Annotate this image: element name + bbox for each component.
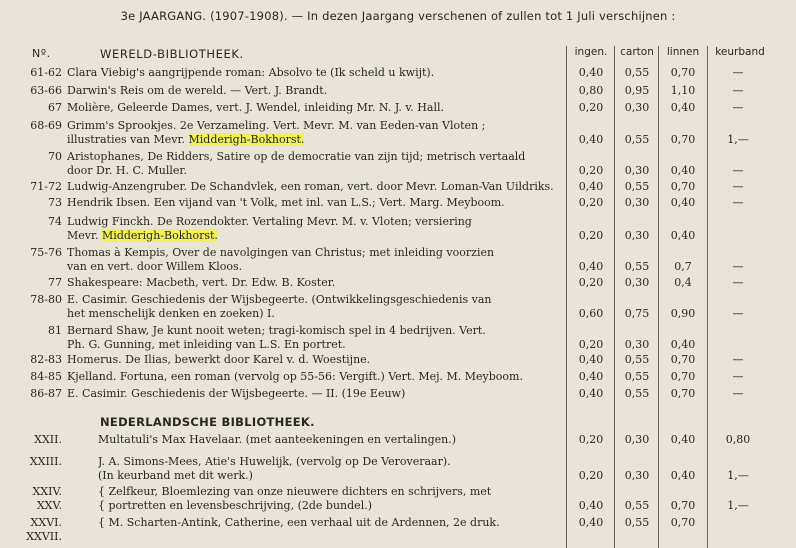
price-ingen: 0,40 <box>578 499 604 512</box>
price-ingen: 0,20 <box>578 276 604 289</box>
price-ingen: 0,20 <box>578 229 604 242</box>
section-title-wereld: WERELD-BIBLIOTHEEK. <box>100 47 244 61</box>
entry-number: 70 <box>48 150 62 163</box>
price-linnen: 0,70 <box>670 180 696 193</box>
entry-text: E. Casimir. Geschiedenis der Wijsbegeerte. — II. (19e Eeuw) <box>67 387 406 400</box>
price-ingen: 0,20 <box>578 469 604 482</box>
price-carton: 0,55 <box>624 66 650 79</box>
price-keurband: 1,— <box>727 469 749 482</box>
entry-text: Multatuli's Max Havelaar. (met aanteekeningen en vertalingen.) <box>98 433 457 446</box>
price-linnen: 0,70 <box>670 499 696 512</box>
entry-text: Grimm's Sprookjes. 2e Verzameling. Vert. Mevr. M. van Eeden-van Vloten ; <box>67 119 486 132</box>
entry-text: Mevr. Midderigh-Bokhorst. <box>67 229 218 242</box>
price-keurband: — <box>732 180 744 193</box>
entry-number: 75-76 <box>30 246 62 259</box>
price-carton: 0,95 <box>624 84 650 97</box>
entry-number: XXII. <box>34 433 62 446</box>
entry-text: het menschelijk denken en zoeken) I. <box>67 307 275 320</box>
entry-text: Ludwig-Anzengruber. De Schandvlek, een roman, vert. door Mevr. Loman-Van Uildriks. <box>67 180 554 193</box>
entry-text: Kjelland. Fortuna, een roman (vervolg op 55-56: Vergift.) Vert. Mej. M. Meyboom. <box>67 370 523 383</box>
entry-number: XXVII. <box>26 530 62 543</box>
entry-text: Bernard Shaw, Je kunt nooit weten; tragi-komisch spel in 4 bedrijven. Vert. <box>67 324 486 337</box>
price-carton: 0,55 <box>624 499 650 512</box>
price-carton: 0,30 <box>624 433 650 446</box>
number-column-label: Nº. <box>32 47 51 60</box>
price-ingen: 0,20 <box>578 338 604 351</box>
entry-number: 61-62 <box>30 66 62 79</box>
price-carton: 0,55 <box>624 353 650 366</box>
price-keurband: — <box>732 276 744 289</box>
entry-text: Aristophanes, De Ridders, Satire op de democratie van zijn tijd; metrisch vertaald <box>67 150 526 163</box>
entry-number: 73 <box>48 196 62 209</box>
entry-text: { M. Scharten-Antink, Catherine, een verhaal uit de Ardennen, 2e druk. <box>98 516 500 529</box>
entry-text: { portretten en levensbeschrijving, (2de bundel.) <box>98 499 372 512</box>
column-divider <box>566 46 567 548</box>
entry-number: 74 <box>48 215 62 228</box>
column-header-ingen: ingen. <box>574 46 608 58</box>
price-keurband: — <box>732 164 744 177</box>
price-carton: 0,55 <box>624 516 650 529</box>
price-linnen: 0,70 <box>670 516 696 529</box>
price-linnen: 0,40 <box>670 164 696 177</box>
entry-text: Ludwig Finckh. De Rozendokter. Vertaling Mevr. M. v. Vloten; versiering <box>67 215 472 228</box>
entry-text: Hendrik Ibsen. Een vijand van 't Volk, met inl. van L.S.; Vert. Marg. Meyboom. <box>67 196 505 209</box>
price-linnen: 0,40 <box>670 433 696 446</box>
price-keurband: — <box>732 353 744 366</box>
price-keurband: — <box>732 260 744 273</box>
entry-text: E. Casimir. Geschiedenis der Wijsbegeerte. (Ontwikkelingsgeschiedenis van <box>67 293 492 306</box>
price-ingen: 0,20 <box>578 164 604 177</box>
price-carton: 0,30 <box>624 196 650 209</box>
entry-number: 68-69 <box>30 119 62 132</box>
price-carton: 0,30 <box>624 229 650 242</box>
price-ingen: 0,20 <box>578 196 604 209</box>
entry-text: J. A. Simons-Mees, Atie's Huwelijk, (vervolg op De Veroveraar). <box>98 455 451 468</box>
price-keurband: 1,— <box>727 133 749 146</box>
price-ingen: 0,60 <box>578 307 604 320</box>
price-keurband: — <box>732 196 744 209</box>
price-ingen: 0,20 <box>578 101 604 114</box>
price-carton: 0,30 <box>624 101 650 114</box>
price-keurband: — <box>732 370 744 383</box>
price-keurband: — <box>732 387 744 400</box>
entry-number: 78-80 <box>30 293 62 306</box>
entry-text: (In keurband met dit werk.) <box>98 469 253 482</box>
entry-text: Clara Viebig's aangrijpende roman: Absolvo te (Ik scheld u kwijt). <box>67 66 435 79</box>
price-ingen: 0,40 <box>578 260 604 273</box>
price-carton: 0,75 <box>624 307 650 320</box>
price-keurband: 1,— <box>727 499 749 512</box>
column-header-linnen: linnen <box>666 46 700 58</box>
price-ingen: 0,80 <box>578 84 604 97</box>
price-linnen: 0,4 <box>674 276 692 289</box>
price-linnen: 0,70 <box>670 133 696 146</box>
entry-text: van en vert. door Willem Kloos. <box>67 260 243 273</box>
column-header-carton: carton <box>620 46 654 58</box>
entry-text: Thomas à Kempis, Over de navolgingen van Christus; met inleiding voorzien <box>67 246 495 259</box>
entry-number: XXIV. <box>32 485 62 498</box>
price-ingen: 0,40 <box>578 353 604 366</box>
price-carton: 0,55 <box>624 370 650 383</box>
price-linnen: 1,10 <box>670 84 696 97</box>
column-divider <box>658 46 659 548</box>
price-ingen: 0,40 <box>578 370 604 383</box>
column-header-keurband: keurband <box>715 46 765 58</box>
highlighted-name: Midderigh-Bokhorst. <box>188 133 305 146</box>
entry-number: 86-87 <box>30 387 62 400</box>
price-keurband: — <box>732 66 744 79</box>
price-keurband: — <box>732 101 744 114</box>
column-divider <box>614 46 615 548</box>
price-linnen: 0,70 <box>670 387 696 400</box>
price-carton: 0,55 <box>624 180 650 193</box>
price-carton: 0,55 <box>624 133 650 146</box>
entry-text: Molière, Geleerde Dames, vert. J. Wendel, inleiding Mr. N. J. v. Hall. <box>67 101 444 114</box>
section-title-nederlandsche: NEDERLANDSCHE BIBLIOTHEEK. <box>100 415 315 429</box>
price-carton: 0,55 <box>624 387 650 400</box>
price-ingen: 0,20 <box>578 433 604 446</box>
price-linnen: 0,40 <box>670 101 696 114</box>
column-divider <box>707 46 708 548</box>
entry-number: 81 <box>48 324 62 337</box>
price-linnen: 0,40 <box>670 196 696 209</box>
price-keurband: — <box>732 84 744 97</box>
price-carton: 0,55 <box>624 260 650 273</box>
entry-number: 71-72 <box>30 180 62 193</box>
price-linnen: 0,40 <box>670 469 696 482</box>
price-keurband: 0,80 <box>725 433 751 446</box>
price-keurband: — <box>732 307 744 320</box>
price-linnen: 0,40 <box>670 229 696 242</box>
price-ingen: 0,40 <box>578 387 604 400</box>
entry-text: { Zelfkeur, Bloemlezing van onze nieuwere dichters en schrijvers, met <box>98 485 492 498</box>
price-linnen: 0,7 <box>674 260 692 273</box>
price-carton: 0,30 <box>624 276 650 289</box>
entry-number: 84-85 <box>30 370 62 383</box>
price-carton: 0,30 <box>624 164 650 177</box>
entry-number: XXVI. <box>30 516 62 529</box>
price-linnen: 0,70 <box>670 353 696 366</box>
entry-number: 63-66 <box>30 84 62 97</box>
price-ingen: 0,40 <box>578 516 604 529</box>
entry-number: 67 <box>48 101 62 114</box>
entry-text: door Dr. H. C. Muller. <box>67 164 187 177</box>
price-carton: 0,30 <box>624 338 650 351</box>
price-ingen: 0,40 <box>578 66 604 79</box>
entry-text: Darwin's Reis om de wereld. — Vert. J. Brandt. <box>67 84 328 97</box>
price-linnen: 0,70 <box>670 370 696 383</box>
entry-number: 77 <box>48 276 62 289</box>
entry-text: Ph. G. Gunning, met inleiding van L.S. En portret. <box>67 338 346 351</box>
price-ingen: 0,40 <box>578 133 604 146</box>
price-carton: 0,30 <box>624 469 650 482</box>
price-linnen: 0,70 <box>670 66 696 79</box>
page-header: 3e JAARGANG. (1907-1908). — In dezen Jaargang verschenen of zullen tot 1 Juli verschijnen : <box>120 9 676 23</box>
entry-number: 82-83 <box>30 353 62 366</box>
price-linnen: 0,90 <box>670 307 696 320</box>
entry-number: XXV. <box>36 499 62 512</box>
highlighted-name: Midderigh-Bokhorst. <box>102 229 218 242</box>
entry-number: XXIII. <box>29 455 62 468</box>
entry-text: illustraties van Mevr. Midderigh-Bokhorst. <box>67 133 305 146</box>
entry-text: Shakespeare: Macbeth, vert. Dr. Edw. B. Koster. <box>67 276 336 289</box>
price-linnen: 0,40 <box>670 338 696 351</box>
price-ingen: 0,40 <box>578 180 604 193</box>
entry-text: Homerus. De Ilias, bewerkt door Karel v. d. Woestijne. <box>67 353 371 366</box>
